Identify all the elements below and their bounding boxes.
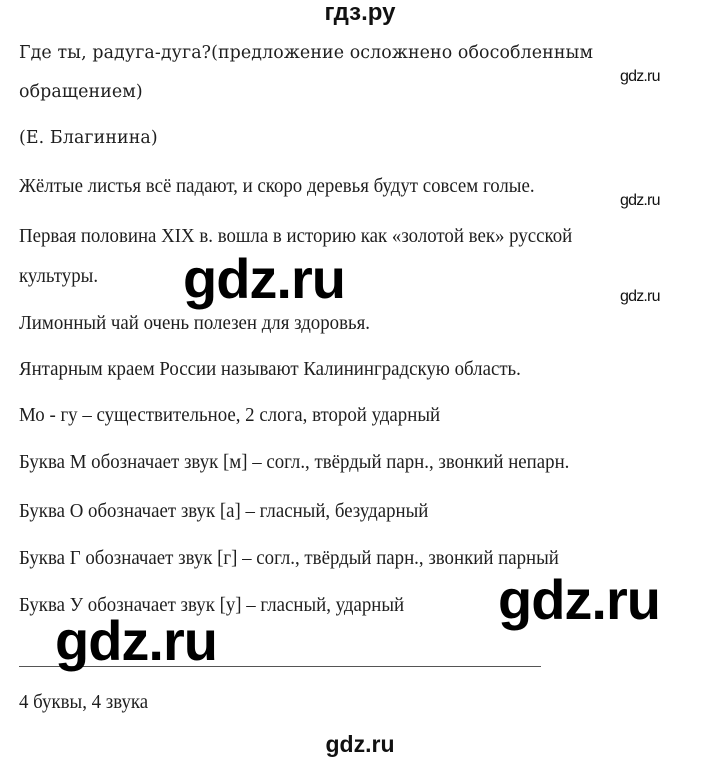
site-header-logo: гдз.ру bbox=[324, 0, 396, 26]
text-line: Буква М обозначает звук [м] – согл., твёрдый парн., звонкий непарн. bbox=[19, 451, 570, 473]
text-line: Жёлтые листья всё падают, и скоро деревья будут совсем голые. bbox=[19, 175, 535, 197]
site-footer-logo: gdz.ru bbox=[325, 731, 395, 757]
summary-text: 4 буквы, 4 звука bbox=[19, 691, 149, 713]
text-line: Буква Г обозначает звук [г] – согл., твёрдый парн., звонкий парный bbox=[19, 547, 559, 569]
watermark-large: gdz.ru bbox=[498, 568, 660, 631]
text-line: (Е. Благинина) bbox=[19, 128, 158, 148]
text-line: Янтарным краем России называют Калининградскую область. bbox=[19, 358, 521, 380]
watermark-small: gdz.ru bbox=[620, 68, 660, 85]
text-line: Где ты, радуга-дуга?(предложение осложнено обособленным bbox=[19, 43, 594, 63]
text-line: культуры. bbox=[19, 265, 99, 287]
text-line: Буква О обозначает звук [а] – гласный, безударный bbox=[19, 500, 429, 522]
text-line: Буква У обозначает звук [у] – гласный, ударный bbox=[19, 594, 405, 616]
watermark-small: gdz.ru bbox=[620, 288, 660, 305]
text-line: Первая половина XIX в. вошла в историю как «золотой век» русской bbox=[19, 225, 573, 247]
text-line: Мо - гу – существительное, 2 слога, второй ударный bbox=[19, 404, 441, 426]
text-line: Лимонный чай очень полезен для здоровья. bbox=[19, 312, 370, 334]
text-line: обращением) bbox=[19, 82, 143, 102]
watermark-large: gdz.ru bbox=[55, 609, 217, 672]
watermark-large: gdz.ru bbox=[183, 247, 345, 310]
watermark-small: gdz.ru bbox=[620, 192, 660, 209]
